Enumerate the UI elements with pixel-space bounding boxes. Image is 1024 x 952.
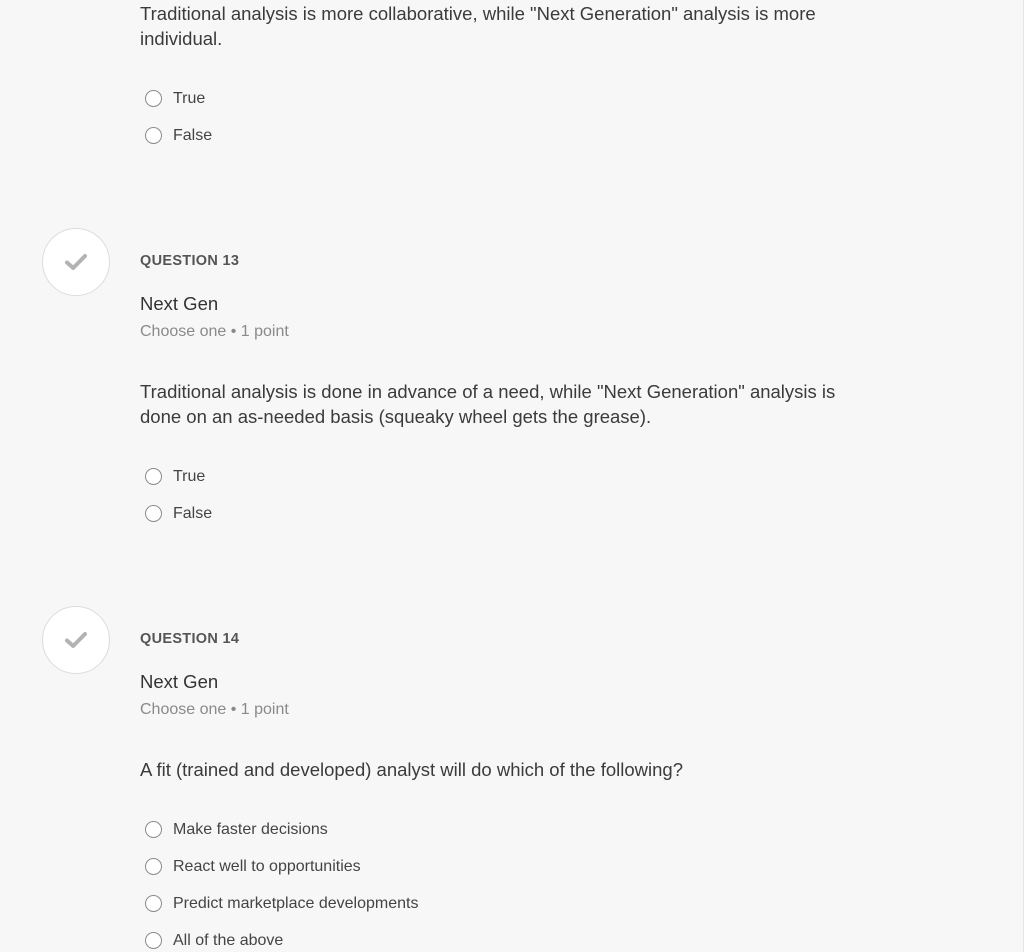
checkmark-icon [65,631,87,649]
radio-button[interactable] [145,895,162,912]
option-label: False [173,504,213,522]
question-13-prompt: Traditional analysis is done in advance of a need, while "Next Generation" analysis is done on an as-needed basis (squeaky wheel gets the grease). [140,381,836,427]
option-false[interactable] [145,495,212,532]
radio-button[interactable] [145,932,162,949]
radio-button[interactable] [145,821,162,838]
option-label: React well to opportunities [173,857,361,875]
option-make-faster-decisions[interactable] [145,811,418,848]
option-true[interactable] [145,80,212,117]
question-prev-options [145,80,212,154]
option-label: True [173,467,206,485]
radio-button[interactable] [145,127,162,144]
question-13-options [145,458,212,532]
option-true[interactable] [145,458,212,495]
option-label: All of the above [173,931,284,949]
radio-button[interactable] [145,90,162,107]
question-title: Next Gen [140,293,219,314]
checkmark-icon [65,253,87,271]
option-label: False [173,126,213,144]
option-predict-marketplace[interactable] [145,885,418,922]
question-13-status [42,228,110,296]
option-label: Make faster decisions [173,820,328,838]
question-number: QUESTION 13 [140,253,240,269]
option-false[interactable] [145,117,212,154]
option-react-well[interactable] [145,848,418,885]
radio-button[interactable] [145,468,162,485]
option-label: True [173,89,206,107]
question-14-options [145,811,418,952]
radio-button[interactable] [145,858,162,875]
question-meta: Choose one • 1 point [140,701,289,718]
question-14-status [42,606,110,674]
question-number: QUESTION 14 [140,631,240,647]
question-prev-prompt: Traditional analysis is more collaborative, while "Next Generation" analysis is more individual. [140,3,816,49]
radio-button[interactable] [145,505,162,522]
option-label: Predict marketplace developments [173,894,419,912]
question-14-prompt: A fit (trained and developed) analyst will do which of the following? [140,759,683,780]
question-meta: Choose one • 1 point [140,323,289,340]
question-title: Next Gen [140,671,219,692]
option-all-of-the-above[interactable] [145,922,418,952]
